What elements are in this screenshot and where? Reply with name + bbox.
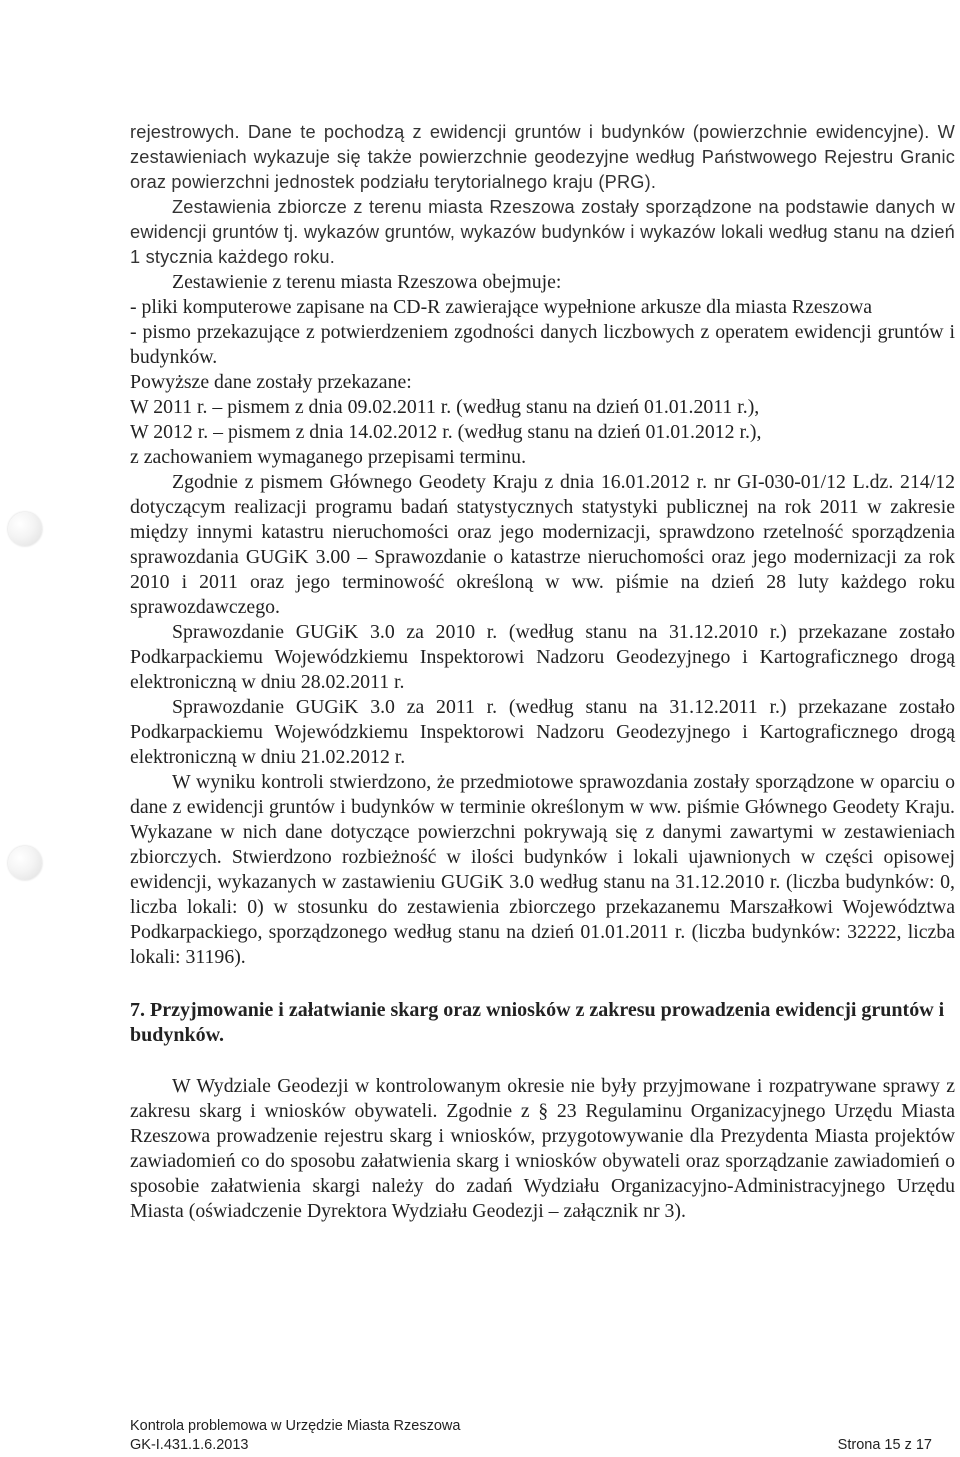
paragraph: W Wydziale Geodezji w kontrolowanym okresie nie były przyjmowane i rozpatrywane sprawy z zakresu skarg i wniosków obywateli. Zgodnie z § 23 Regulaminu Organizacyjnego Urzędu Miasta Rzeszowa prowadzenie rejestru skarg i wniosków, przygotowywanie dla Prezydenta Miasta projektów zawiadomień co do sposobu załatwienia skarg i wniosków obywateli oraz sporządzanie zawiadomień o sposobie załatwienia skargi należy do zadań Wydziału Organizacyjno-Administracyjnego Urzędu Miasta (oświadczenie Dyrektora Wydziału Geodezji – załącznik nr 3). <box>130 1075 955 1222</box>
text-line: W 2011 r. – pismem z dnia 09.02.2011 r. (według stanu na dzień 01.01.2011 r.), <box>130 396 760 418</box>
paragraph: Sprawozdanie GUGiK 3.0 za 2011 r. (według stanu na 31.12.2011 r.) przekazane zostało Podkarpackiemu Wojewódzkiemu Inspektorowi Nadzoru Geodezyjnego i Kartograficznego drogą elektroniczną w dniu 21.02.2012 r. <box>130 696 955 768</box>
footer-reference: GK-I.431.1.6.2013 <box>130 1437 249 1453</box>
list-item: - pismo przekazujące z potwierdzeniem zgodności danych liczbowych z operatem ewidencji gruntów i budynków. <box>130 321 955 368</box>
intro-block <box>130 120 955 270</box>
page-content <box>130 120 955 1224</box>
paragraph: Zestawienie z terenu miasta Rzeszowa obejmuje: <box>172 271 562 293</box>
text-line: z zachowaniem wymaganego przepisami terminu. <box>130 446 527 468</box>
punch-hole <box>8 846 42 880</box>
page-number: Strona 15 z 17 <box>837 1437 932 1453</box>
paragraph: Zestawienia zbiorcze z terenu miasta Rzeszowa zostały sporządzone na podstawie danych w ewidencji gruntów tj. wykazów gruntów, wykazów budynków i wykazów lokali według stanu na dzień 1 stycznia każdego roku. <box>130 197 955 267</box>
section-heading: 7. Przyjmowanie i załatwianie skarg oraz wniosków z zakresu prowadzenia ewidencji gruntów i budynków. <box>130 999 945 1046</box>
punch-hole <box>8 512 42 546</box>
footer-title: Kontrola problemowa w Urzędzie Miasta Rzeszowa <box>130 1418 461 1434</box>
page-footer <box>130 1417 932 1455</box>
list-item: - pliki komputerowe zapisane na CD-R zawierające wypełnione arkusze dla miasta Rzeszowa <box>130 296 873 318</box>
paragraph: rejestrowych. Dane te pochodzą z ewidencji gruntów i budynków (powierzchnie ewidencyjne). W zestawieniach wykazuje się także powierzchnie geodezyjne według Państwowego Rejestru Granic oraz powierzchni jednostek podziału terytorialnego kraju (PRG). <box>130 122 955 192</box>
text-line: W 2012 r. – pismem z dnia 14.02.2012 r. (według stanu na dzień 01.01.2012 r.), <box>130 421 762 443</box>
text-line: Powyższe dane zostały przekazane: <box>130 371 412 393</box>
paragraph: Zgodnie z pismem Głównego Geodety Kraju z dnia 16.01.2012 r. nr GI-030-01/12 L.dz. 214/12 dotyczącym realizacji programu badań statystycznych statystyki publicznej na rok 2011 w zakresie między innymi katastru nieruchomości oraz jego modernizacji, sprawdzono rzetelność sporządzenia sprawozdania GUGiK 3.00 – Sprawozdanie o katastrze nieruchomości oraz jego modernizacji za rok 2010 i 2011 oraz jego terminowość określoną w ww. piśmie na dzień 28 luty każdego roku sprawozdawczego. <box>130 471 955 618</box>
paragraph: W wyniku kontroli stwierdzono, że przedmiotowe sprawozdania zostały sporządzone w oparciu o dane z ewidencji gruntów i budynków w terminie określonym w ww. piśmie Głównego Geodety Kraju. Wykazane w nich dane dotyczące powierzchni pokrywają się z danymi zawartymi w zestawieniach zbiorczych. Stwierdzono rozbieżność w ilości budynków i lokali ujawnionych w części opisowej ewidencji, wykazanych w zastawieniu GUGiK 3.0 według stanu na 31.12.2010 r. (liczba budynków: 0, liczba lokali: 0) w stosunku do zestawienia zbiorczego przekazanemu Marszałkowi Województwa Podkarpackiego, sporządzonego według stanu na dzień 01.01.2011 r. (liczba budynków: 32222, liczba lokali: 31196). <box>130 771 955 968</box>
paragraph: Sprawozdanie GUGiK 3.0 za 2010 r. (według stanu na 31.12.2010 r.) przekazane zostało Podkarpackiemu Wojewódzkiemu Inspektorowi Nadzoru Geodezyjnego i Kartograficznego drogą elektroniczną w dniu 28.02.2011 r. <box>130 621 955 693</box>
